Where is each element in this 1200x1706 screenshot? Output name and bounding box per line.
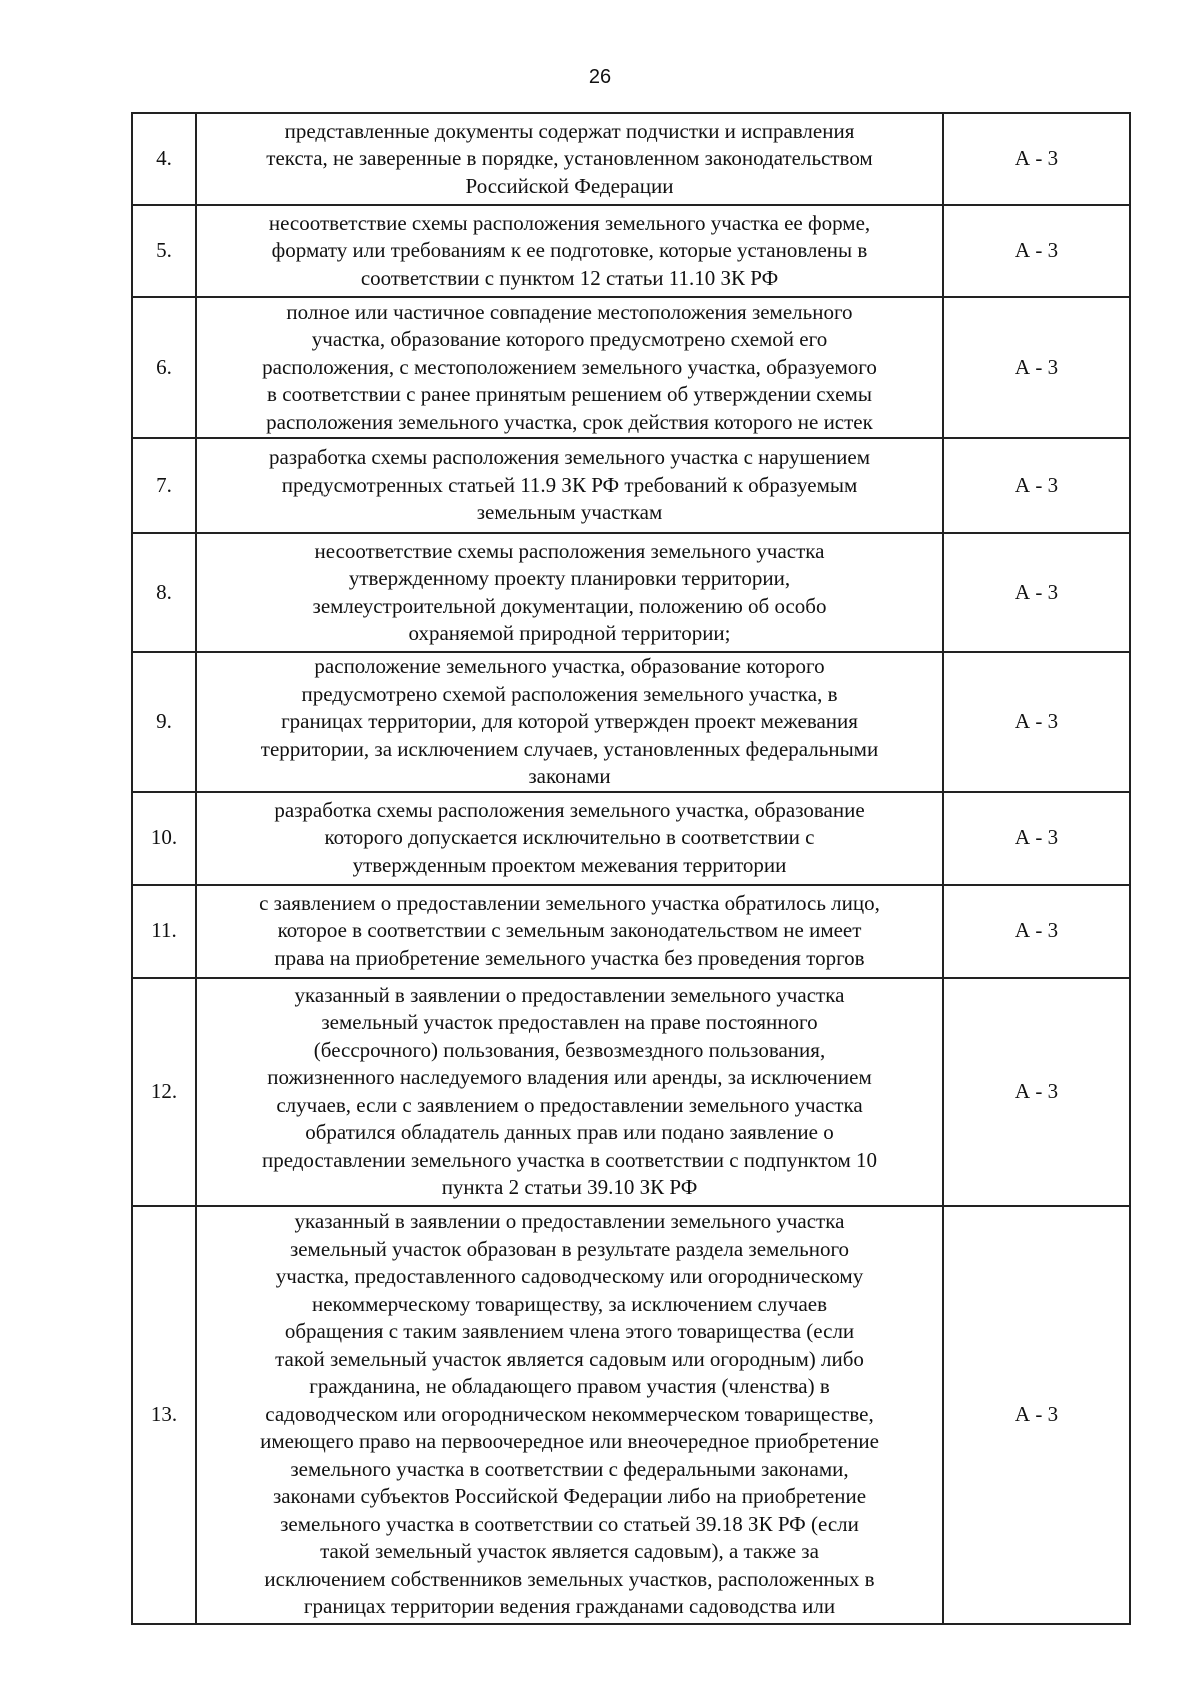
row-text: представленные документы содержат подчистки и исправления текста, не заверенные в порядке, установленном законодательством Российской Федерации: [266, 118, 873, 198]
row-text: разработка схемы расположения земельного участка, образование которого допускается исключительно в соответствии с утвержденным проектом межевания территории: [274, 797, 865, 877]
row-code-cell: [943, 438, 1130, 533]
row-text-cell: [196, 792, 943, 885]
row-text-cell: [196, 533, 943, 652]
row-number-cell: [132, 205, 196, 297]
row-text-cell: [196, 1206, 943, 1624]
row-code: А - 3: [1014, 238, 1059, 263]
page-number-text: 26: [588, 66, 612, 88]
row-number: 12.: [150, 1078, 178, 1103]
row-code-cell: [943, 885, 1130, 978]
row-code-cell: [943, 113, 1130, 205]
row-code: А - 3: [1014, 1401, 1059, 1426]
row-code-cell: [943, 1206, 1130, 1624]
table-row: [132, 885, 1130, 978]
row-text-cell: [196, 438, 943, 533]
row-code-cell: [943, 533, 1130, 652]
row-text: разработка схемы расположения земельного участка с нарушением предусмотренных статьей 11.9 ЗК РФ требований к образуемым земельным участкам: [268, 445, 871, 525]
row-number-cell: [132, 533, 196, 652]
row-text-cell: [196, 205, 943, 297]
row-text: указанный в заявлении о предоставлении земельного участка земельный участок образован в результате раздела земельного участка, предоставленного садоводческому или огородническому некоммерческому товариществу, за исключением случаев обращения с таким заявлением члена этого товарищества (если такой земельный участок является садовым или огородным) либо гражданина, не обладающего правом участия (членства) в садоводческом или огородническом некоммерческом товариществе, имеющего право на первоочередное или внеочередное приобретение земельного участка в соответствии с федеральными законами, законами субъектов Российской Федерации либо на приобретение земельного участка в соответствии со статьей 39.18 ЗК РФ (если такой земельный участок является садовым), а также за исключением собственников земельных участков, расположенных в границах территории ведения гражданами садоводства или: [260, 1209, 879, 1619]
row-text-cell: [196, 113, 943, 205]
row-text-cell: [196, 652, 943, 792]
row-number-cell: [132, 1206, 196, 1624]
row-code-cell: [943, 297, 1130, 438]
row-number: 10.: [150, 825, 178, 850]
table-row: [132, 297, 1130, 438]
row-code: А - 3: [1014, 146, 1059, 171]
table-row: [132, 113, 1130, 205]
row-number: 7.: [156, 472, 172, 497]
row-code: А - 3: [1014, 472, 1059, 497]
row-number: 6.: [156, 354, 172, 379]
row-number-cell: [132, 652, 196, 792]
table-row: [132, 205, 1130, 297]
row-code-cell: [943, 792, 1130, 885]
row-number-cell: [132, 297, 196, 438]
row-text: несоответствие схемы расположения земельного участка утвержденному проекту планировки территории, землеустроительной документации, положению об особо охраняемой природной территории;: [312, 538, 827, 645]
row-text: расположение земельного участка, образование которого предусмотрено схемой расположения земельного участка, в границах территории, для которой утвержден проект межевания территории, за исключением случаев, установленных федеральными законами: [260, 654, 879, 788]
row-number-cell: [132, 885, 196, 978]
table-row: [132, 978, 1130, 1206]
row-code: А - 3: [1014, 918, 1059, 943]
row-number: 4.: [156, 146, 172, 171]
table-row: [132, 438, 1130, 533]
row-number: 9.: [156, 709, 172, 733]
row-text: с заявлением о предоставлении земельного участка обратилось лицо, которое в соответствии с земельным законодательством не имеет права на приобретение земельного участка без проведения торгов: [259, 890, 880, 970]
row-number: 11.: [151, 918, 177, 943]
row-code: А - 3: [1014, 579, 1059, 604]
row-number: 8.: [156, 579, 172, 604]
row-number-cell: [132, 113, 196, 205]
row-text-cell: [196, 885, 943, 978]
row-text: указанный в заявлении о предоставлении земельного участка земельный участок предоставлен на праве постоянного (бессрочного) пользования, безвозмездного пользования, пожизненного наследуемого владения или аренды, за исключением случаев, если с заявлением о предоставлении земельного участка обратился обладатель данных прав или подано заявление о предоставлении земельного участка в соответствии с подпунктом 10 пункта 2 статьи 39.10 ЗК РФ: [261, 982, 878, 1199]
row-number: 5.: [156, 238, 172, 263]
grounds-table: [131, 112, 1131, 1625]
row-number: 13.: [150, 1401, 178, 1426]
row-code-cell: [943, 978, 1130, 1206]
row-text: несоответствие схемы расположения земельного участка ее форме, формату или требованиям к ее подготовке, которые установлены в соответствии с пунктом 12 статьи 11.10 ЗК РФ: [268, 210, 871, 290]
row-code-cell: [943, 205, 1130, 297]
row-code-cell: [943, 652, 1130, 792]
row-text: полное или частичное совпадение местоположения земельного участка, образование которого предусмотрено схемой его расположения, с местоположением земельного участка, образуемого в соответствии с ранее принятым решением об утверждении схемы расположения земельного участка, срок действия которого не истек: [262, 299, 877, 434]
table-row: [132, 533, 1130, 652]
row-code: А - 3: [1014, 354, 1059, 379]
row-text-cell: [196, 297, 943, 438]
row-code: А - 3: [1014, 1078, 1059, 1103]
table-row: [132, 652, 1130, 792]
row-number-cell: [132, 978, 196, 1206]
page-number: [0, 66, 1200, 89]
row-code: А - 3: [1014, 709, 1059, 733]
row-number-cell: [132, 438, 196, 533]
row-text-cell: [196, 978, 943, 1206]
row-code: А - 3: [1014, 825, 1059, 850]
table-row: [132, 792, 1130, 885]
row-number-cell: [132, 792, 196, 885]
table-row: [132, 1206, 1130, 1624]
